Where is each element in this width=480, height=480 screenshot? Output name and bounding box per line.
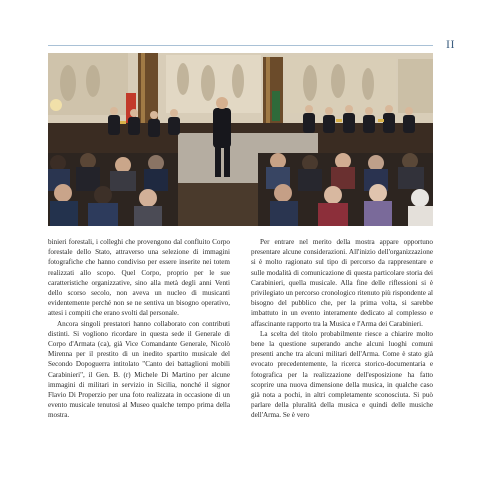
left-paragraph-1: binieri forestali, i colleghi che provengono dal confluito Corpo forestale dello Stato, attraverso una selezione di immagini fotografiche che hanno condiviso per essere inserite nei totem realizzati allo scopo. Quel Corpo, proprio per le sue caratteristiche organizzative, sino alla metà degli anni Venti dello scorso secolo, non aveva un nucleo di musicanti evidentemente perché non se ne sentiva un bisogno operativo, attesi i compiti che erano svolti dal personale. [48,238,230,318]
concert-band-photo [48,53,433,226]
header-rule [48,45,433,46]
right-text-column [251,237,433,421]
left-text-column [48,237,230,421]
page-number: II [446,37,455,51]
left-paragraph-2: Ancora singoli prestatori hanno collaborato con contributi distinti. Si vogliono ricordare in questa sede il Generale di Corpo d'Armata (ca), già Vice Comandante Generale, Nicolò Mirenna per il prestito di un inedito spartito musicale del Secondo Dopoguerra intitolato "Canto dei battaglioni mobili Carabinieri", il Gen. B. (r) Michele Di Martino per alcune immagini di militari in servizio in Sicilia, nonché il signor Flavio Di Properzio per una foto realizzata in occasione di un evento musicale tenutosi al Museo qualche tempo prima della mostra. [48,319,230,420]
right-paragraph-1: Per entrare nel merito della mostra appare opportuno presentare alcune considerazioni. All'inizio dell'organizzazione si è molto ragionato sul tipo di percorso da rappresentare e sulle modalità di comunicazione di questa particolare storia dei Carabinieri, quella musicale. Alla fine delle riflessioni si è privilegiato un percorso cronologico ritenuto più rispondente al bisogno del pubblico che, per la prima volta, si sarebbe imbattuto in un evento interamente dedicato al complesso e affascinante rapporto tra la Musica e l'Arma dei Carabinieri. [251,238,433,328]
right-paragraph-2: La scelta del titolo probabilmente riesce a chiarire molto bene la questione superando anche alcuni luoghi comuni presenti anche tra alcuni militari dell'Arma. Come è stato già evocato precedentemente, la ricerca storico-documentaria e fotografica per la realizzazione dell'esposizione ha fatto scoprire una nuova dimensione della musica, in qualche caso già nota a pochi, in altri completamente sconosciuta. Si può parlare della pluralità della musica e quindi delle musiche dell'Arma. Se è vero [251,329,433,420]
